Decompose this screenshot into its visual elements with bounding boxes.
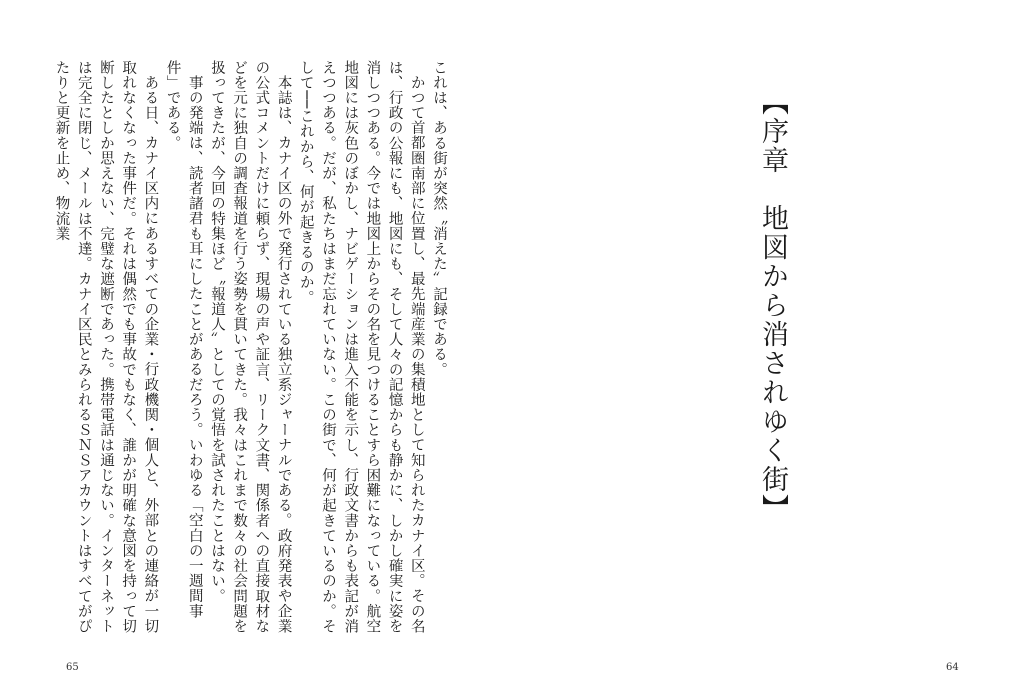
- paragraph-1: これは、ある街が突然〝消えた〟記録である。: [431, 60, 447, 378]
- paragraph-3: 本誌は、カナイ区の外で発行されている独立系ジャーナルである。政府発表や企業の公式コメントだけに頼らず、現場の声や証言、リーク文書、関係者への直接取材などを元に独自の調査報道を行う姿勢を貫いてきた。我々はこれまで数々の社会問題を扱ってきたが、今回の特集ほど〝報道人〟としての覚悟を試されたことはない。: [208, 60, 292, 634]
- body-text: [53, 60, 450, 640]
- chapter-title: 【序章 地図から消されゆく街】: [757, 88, 788, 523]
- page-number-left: 65: [66, 662, 79, 673]
- paragraph-4: 事の発端は、読者諸君も耳にしたことがあるだろう。いわゆる「空白の一週間事件」である。: [164, 60, 203, 619]
- paragraph-5: ある日、カナイ区内にあるすべての企業・行政機関・個人と、外部との連絡が一切取れなくなった事件だ。それは偶然でも事故でもなく、誰かが明確な意図を持って切断したとしか思えない、完璧な遮断であった。携帯電話は通じない。インターネットは完全に閉じ、メールは不達。カナイ区民とみられるＳＮＳアカウントはすべてがぴたりと更新を止め、物流業: [53, 60, 159, 634]
- page-number-right: 64: [946, 662, 959, 673]
- paragraph-2: かつて首都圏南部に位置し、最先端産業の集積地として知られたカナイ区。その名は、行政の公報にも、地図にも、そして人々の記憶からも静かに、しかし確実に姿を消しつつある。今では地図上からその名を見つけることすら困難になっている。航空地図には灰色のぼかし、ナビゲーションは進入不能を示し、行政文書からも表記が消えつつある。だが、私たちはまだ忘れていない。この街で、何が起きているのか。そして──これから、何が起きるのか。: [297, 60, 425, 634]
